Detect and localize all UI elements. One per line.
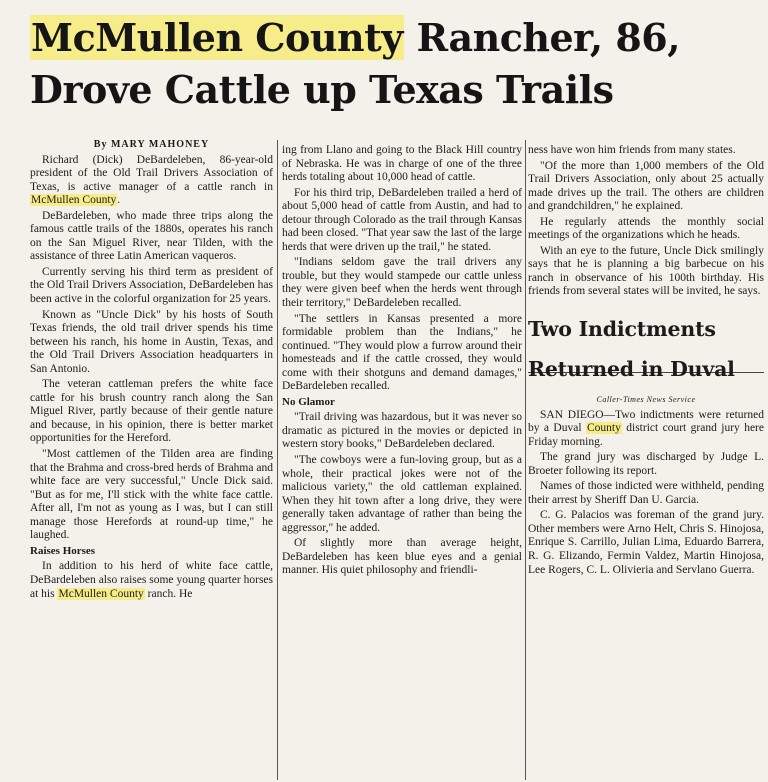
article-column-1: [30, 138, 273, 601]
paragraph: With an eye to the future, Uncle Dick smilingly says that he is planning a big barbecue on his ranch in observance of his 100th birthday. His friends from several states will be invited, he says.: [528, 244, 764, 298]
subhead: No Glamor: [282, 395, 335, 408]
text: .: [117, 194, 121, 207]
paragraph: DeBardeleben, who made three trips along the famous cattle trails of the 1880s, operates his ranch on the San Miguel River, near Tilden, with the assistance of three Latin American vaqueros.: [30, 209, 273, 263]
article-column-2: [282, 144, 522, 578]
text: In addition to his herd of white face cattle, DeBardeleben also raises some young quarter horses at his: [30, 560, 273, 600]
paragraph: The grand jury was discharged by Judge L. Broeter following its report.: [528, 451, 764, 477]
news-service: Caller-Times News Service: [596, 395, 696, 405]
paragraph: "Indians seldom gave the trail drivers any trouble, but they would stampede our cattle unless they were given beef when the herds went through their territory," DeBardeleben recalled.: [282, 256, 522, 310]
highlight: McMullen County: [31, 15, 403, 60]
paragraph: "The cowboys were a fun-loving group, but as a whole, their practical jokes were not of the malicious variety," the old cattleman explained. When they hit town after a long drive, they were generally taken advantage of rather than being the aggressor," he added.: [282, 454, 522, 534]
paragraph: Names of those indicted were withheld, pending their arrest by Sheriff Dan U. Garcia.: [528, 480, 764, 506]
highlight: McMullen County: [58, 587, 144, 600]
paragraph: He regularly attends the monthly social meetings of the organizations which he heads.: [528, 215, 764, 242]
headline: [30, 12, 750, 116]
highlight: County: [586, 422, 621, 435]
subhead: Raises Horses: [30, 544, 96, 557]
text: SAN DIEGO—Two indictments were returned by a Duval: [528, 408, 764, 435]
highlight: McMullen County: [31, 194, 117, 207]
paragraph: Known as "Uncle Dick" by his hosts of South Texas friends, the old trail driver spends his time between his ranch, his home in Austin, Texas, and the Old Trail Drivers Association headquarters in San Antonio.: [30, 308, 273, 375]
text: district court grand jury here Friday morning.: [528, 422, 764, 448]
paragraph: Of slightly more than average height, DeBardeleben has keen blue eyes and a genial manner. His quiet philosophy and friendli-: [282, 537, 522, 577]
column-rule: [525, 140, 526, 780]
paragraph: "Trail driving was hazardous, but it was never so dramatic as pictured in the movies or depicted in western story books," DeBardeleben declared.: [282, 411, 522, 451]
second-headline-line-2: Returned in Duval: [528, 357, 735, 382]
second-headline-line-1: Two Indictments: [528, 317, 716, 342]
paragraph: [30, 560, 273, 601]
byline: By MARY MAHONEY: [93, 139, 210, 150]
paragraph: ing from Llano and going to the Black Hill country of Nebraska. He was in charge of one of the three herds totaling about 10,000 head of cattle.: [282, 144, 522, 184]
paragraph: For his third trip, DeBardeleben trailed a herd of about 5,000 head of cattle from Austin, and had to detour through Colorado as the trail through Kansas had been closed. "That year saw the last of the large herds that were driven up the trail," he stated.: [282, 186, 522, 253]
article-column-3: [528, 144, 764, 577]
headline-line-2: Drove Cattle up Texas Trails: [30, 67, 614, 112]
headline-line-1: [30, 12, 750, 64]
paragraph: Currently serving his third term as president of the Old Trail Drivers Association, DeBardeleben has been active in the colorful organization for 25 years.: [30, 265, 273, 306]
paragraph: "Of the more than 1,000 members of the Old Trail Drivers Association, only about 25 actually made drives up the trail. The others are children and grandchildren," he explained.: [528, 159, 764, 213]
paragraph: [30, 154, 273, 208]
paragraph: [528, 409, 764, 450]
text: Richard (Dick) DeBardeleben, 86-year-old president of the Old Trail Drivers Association of Texas, is active manager of a cattle ranch in: [30, 153, 273, 193]
paragraph: "The settlers in Kansas presented a more formidable problem than the Indians," he continued. "They would plow a furrow around their homesteads and if the cattle crossed, they would come with their shotguns and demand damages," DeBardeleben recalled.: [282, 312, 522, 393]
paragraph: C. G. Palacios was foreman of the grand jury. Other members were Arno Helt, Chris S. Hinojosa, Enrique S. Carrillo, Julian Lima, Eduardo Barrera, R. G. Elizando, Fermin Valdez, Martin Hinojosa, Lee Rogers, C. L. Olivieria and Servlano Guerra.: [528, 509, 764, 576]
paragraph: ness have won him friends from many states.: [528, 144, 736, 156]
paragraph: "Most cattlemen of the Tilden area are finding that the Brahma and cross-bred herds of Brahma and white face are very successful," Uncle Dick said. "But as for me, I'll stick with the white face cattle. After all, I'm not as young as I was, but I can still manage those Herefords at round-up time," he laughed.: [30, 448, 273, 542]
text: ranch. He: [144, 587, 193, 600]
paragraph: The veteran cattleman prefers the white face cattle for his brush country ranch along the San Miguel River, partly because of their gentle nature and because, in his opinion, there is better market opportunities for the Hereford.: [30, 378, 273, 445]
headline-line-1-rest: Rancher, 86,: [403, 15, 680, 60]
column-rule: [277, 140, 278, 780]
